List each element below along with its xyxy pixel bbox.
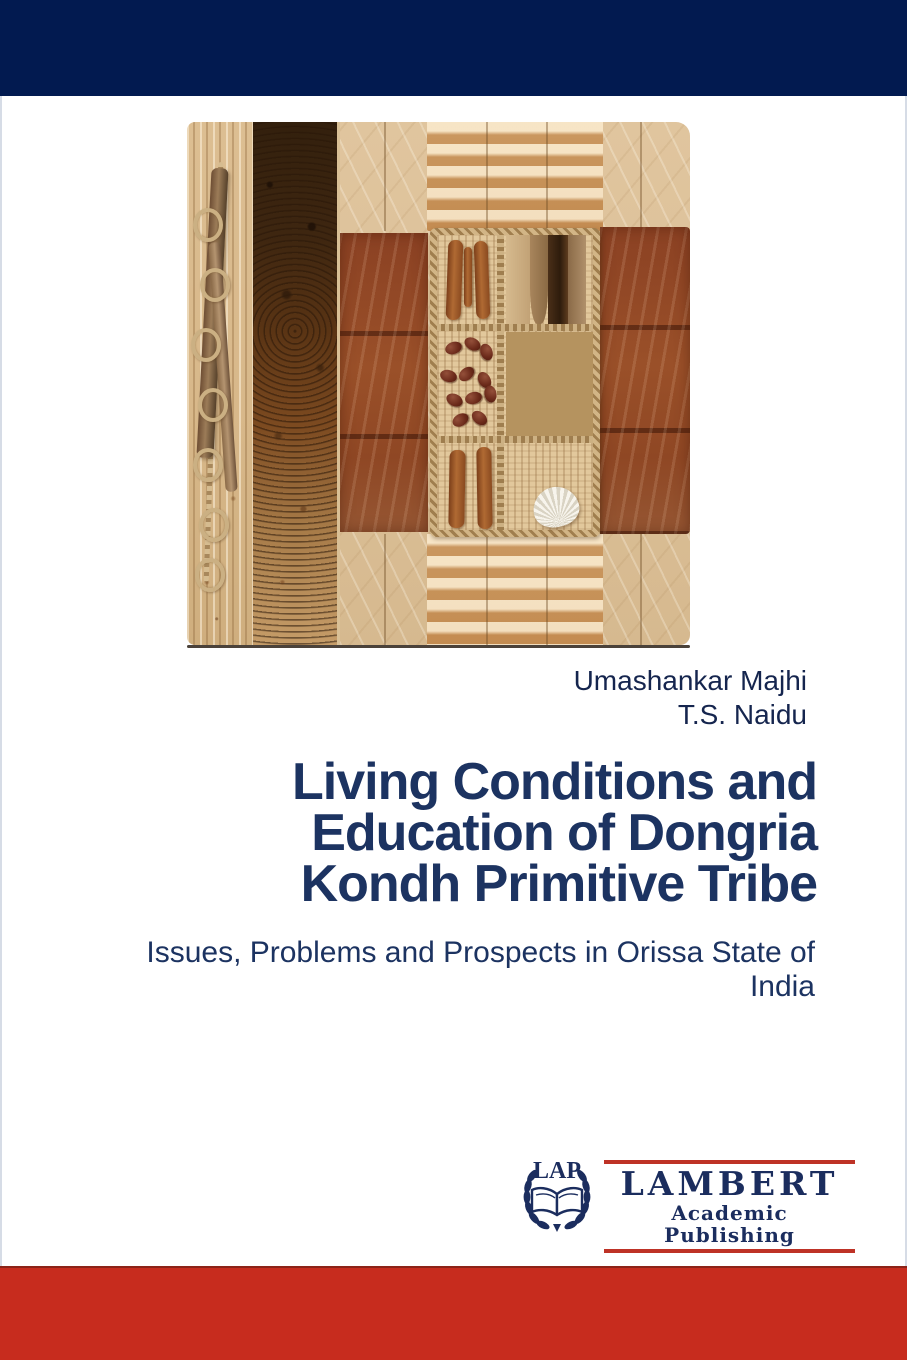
dark-seed <box>478 342 495 362</box>
leaf-seam <box>546 534 548 645</box>
lap-emblem-icon <box>520 1154 594 1234</box>
leaf-seam <box>546 122 548 231</box>
rope-loop <box>198 388 228 422</box>
publisher-name: LAMBERT <box>620 1164 839 1203</box>
author-2: T.S. Naidu <box>677 699 807 730</box>
rope-divider-horizontal <box>437 324 593 331</box>
ribbed-leaf-patch-top <box>427 122 603 231</box>
title-line-3: Kondh Primitive Tribe <box>300 855 817 913</box>
subtitle-line-2: India <box>749 970 815 1003</box>
rope-loop <box>193 448 223 482</box>
subtitle-line-1: Issues, Problems and Prospects in Orissa State of <box>146 936 815 969</box>
leaf-seam <box>384 534 386 645</box>
dark-seed <box>483 385 498 404</box>
woven-panel-background <box>437 235 593 530</box>
rope-divider-vertical <box>497 235 504 530</box>
rope-loop <box>195 558 225 592</box>
leather-patches-right <box>600 227 690 534</box>
dark-seed <box>456 364 477 384</box>
dark-seed <box>469 408 490 428</box>
bark-chunk <box>548 235 568 324</box>
leather-patches-left <box>340 233 428 532</box>
rope-loop <box>193 208 223 242</box>
publisher-wordmark <box>604 1160 855 1253</box>
title-line-1: Living Conditions and <box>292 753 817 811</box>
book-subtitle <box>60 936 815 1004</box>
cinnamon-stick <box>474 241 491 319</box>
dried-twig <box>568 235 586 324</box>
patchwork-cover <box>340 122 690 645</box>
title-line-2: Education of Dongria <box>311 804 817 862</box>
logo-rule-bottom <box>604 1249 855 1253</box>
leaf-seam <box>640 534 642 645</box>
dark-seed <box>444 391 464 409</box>
leaf-seam <box>640 122 642 231</box>
cinnamon-stick <box>448 450 465 528</box>
leaf-seam <box>486 534 488 645</box>
author-1: Umashankar Majhi <box>573 665 807 696</box>
rope-divider-horizontal <box>437 436 593 443</box>
dried-twig <box>506 235 530 324</box>
bean-compartment <box>506 332 593 436</box>
cover-photo <box>187 122 690 648</box>
rope-loop <box>199 508 229 542</box>
bark-spine-strip <box>253 122 340 645</box>
dark-seed <box>443 339 463 356</box>
rope-loop <box>200 268 230 302</box>
publisher-logo <box>520 1150 855 1247</box>
dark-seed <box>464 390 484 406</box>
compartment-panel <box>430 228 600 537</box>
publisher-tagline: Academic Publishing <box>664 1201 795 1247</box>
cinnamon-stick <box>476 447 492 529</box>
cinnamon-stick <box>446 240 464 320</box>
dark-seed <box>450 411 471 430</box>
rope-loops <box>187 122 253 645</box>
book-title <box>60 753 817 913</box>
cinnamon-stick <box>464 247 472 307</box>
top-navy-bar <box>0 0 907 96</box>
lap-emblem-text: LAP <box>533 1158 581 1184</box>
dried-twig <box>530 235 548 324</box>
book-bottom-edge <box>187 645 690 648</box>
ribbed-leaf-patch-bottom <box>427 534 603 645</box>
author-names <box>574 664 807 732</box>
rope-loop <box>191 328 221 362</box>
leaf-seam <box>384 122 386 231</box>
leaf-seam <box>486 122 488 231</box>
dark-seed <box>439 368 459 384</box>
seed-compartment <box>437 332 497 436</box>
bottom-red-bar <box>0 1266 907 1360</box>
scallop-shell <box>529 483 582 532</box>
